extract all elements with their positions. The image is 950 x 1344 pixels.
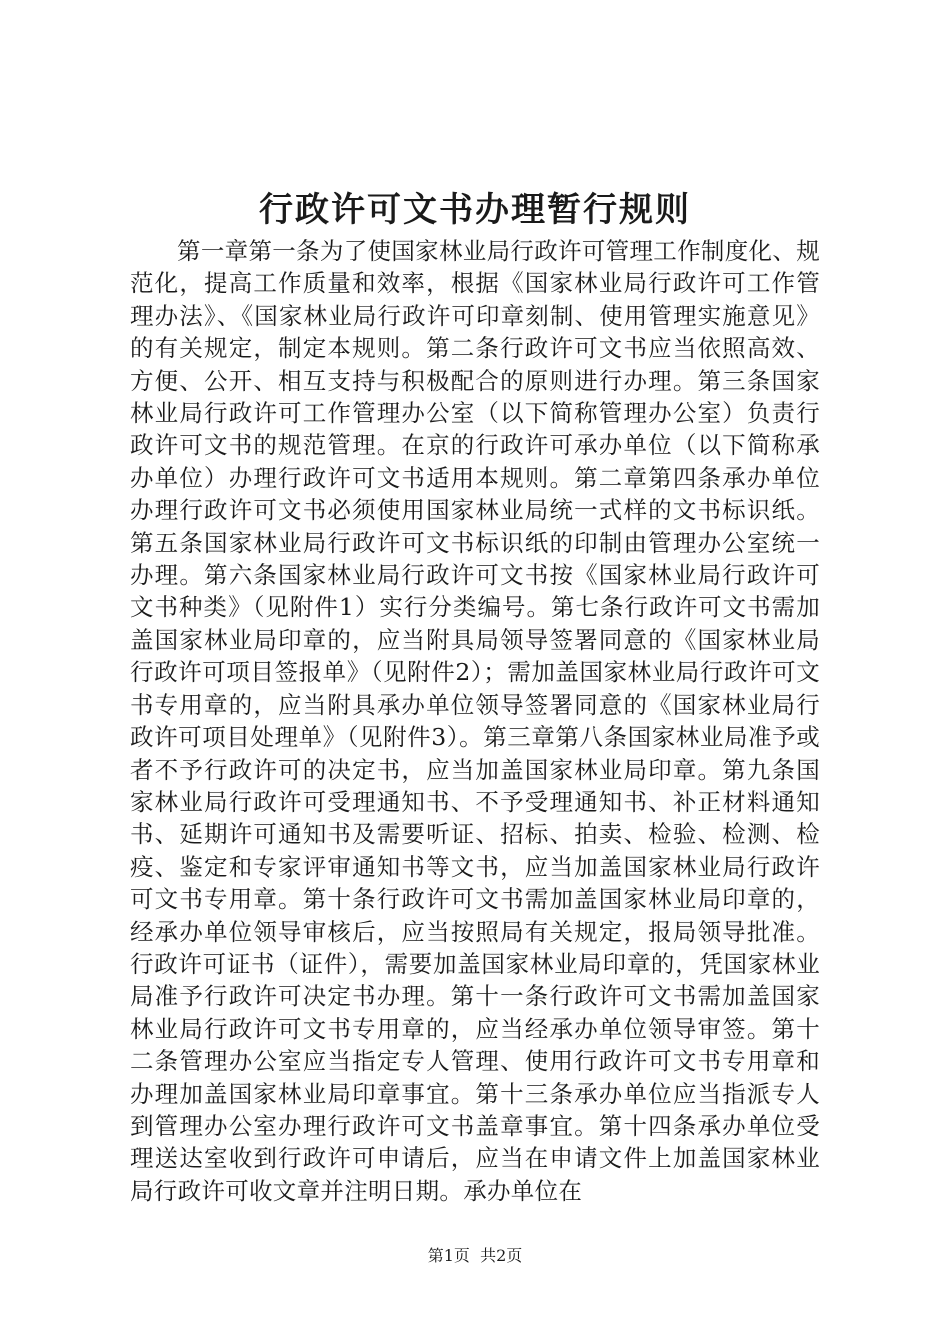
document-body: 第一章第一条为了使国家林业局行政许可管理工作制度化、规范化，提高工作质量和效率，根据《国家林业局行政许可工作管理办法》、《国家林业局行政许可印章刻制、使用管理实施意见》的有关规定，制定本规则。第二条行政许可文书应当依照高效、方便、公开、相互支持与积极配合的原则进行办理。第三条国家林业局行政许可工作管理办公室（以下简称管理办公室）负责行政许可文书的规范管理。在京的行政许可承办单位（以下简称承办单位）办理行政许可文书适用本规则。第二章第四条承办单位办理行政许可文书必须使用国家林业局统一式样的文书标识纸。第五条国家林业局行政许可文书标识纸的印制由管理办公室统一办理。第六条国家林业局行政许可文书按《国家林业局行政许可文书种类》（见附件1）实行分类编号。第七条行政许可文书需加盖国家林业局印章的，应当附具局领导签署同意的《国家林业局行政许可项目签报单》（见附件2）；需加盖国家林业局行政许可文书专用章的，应当附具承办单位领导签署同意的《国家林业局行政许可项目处理单》（见附件3）。第三章第八条国家林业局准予或者不予行政许可的决定书，应当加盖国家林业局印章。第九条国家林业局行政许可受理通知书、不予受理通知书、补正材料通知书、延期许可通知书及需要听证、招标、拍卖、检验、检测、检疫、鉴定和专家评审通知书等文书，应当加盖国家林业局行政许可文书专用章。第十条行政许可文书需加盖国家林业局印章的，经承办单位领导审核后，应当按照局有关规定，报局领导批准。行政许可证书（证件），需要加盖国家林业局印章的，凭国家林业局准予行政许可决定书办理。第十一条行政许可文书需加盖国家林业局行政许可文书专用章的，应当经承办单位领导审签。第十二条管理办公室应当指定专人管理、使用行政许可文书专用章和办理加盖国家林业局印章事宜。第十三条承办单位应当指派专人到管理办公室办理行政许可文书盖章事宜。第十四条承办单位受理送达室收到行政许可申请后，应当在申请文件上加盖国家林业局行政许可收文章并注明日期。承办单位在 [130, 237, 820, 1205]
document-title: 行政许可文书办理暂行规则 [259, 190, 691, 230]
page-footer: 第1页 共2页 [427, 1246, 523, 1265]
